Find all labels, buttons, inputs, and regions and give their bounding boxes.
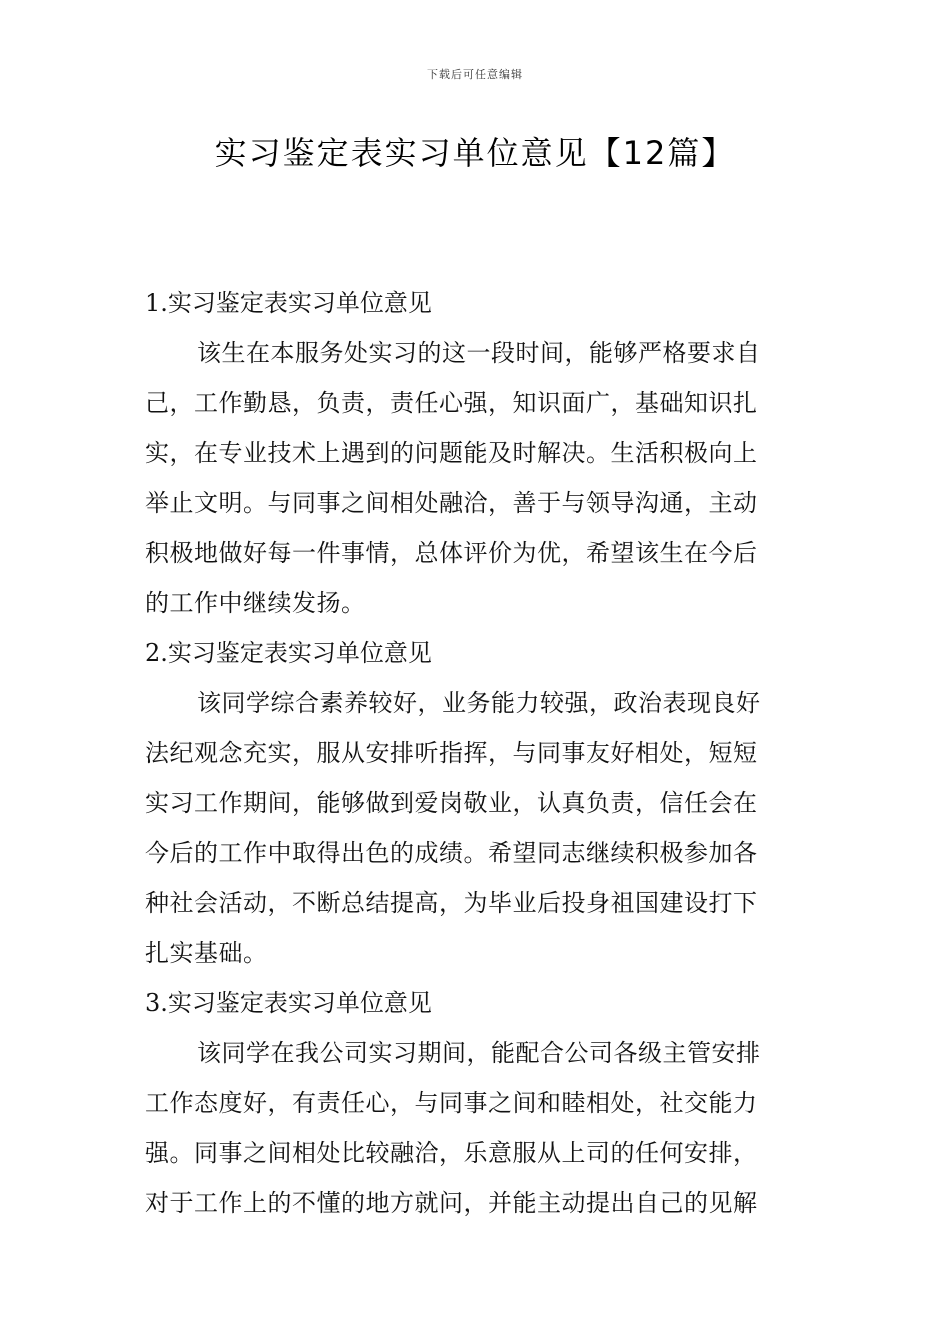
paragraph-line: 该生在本服务处实习的这一段时间，能够严格要求自 <box>197 339 761 367</box>
paragraph-line: 积极地做好每一件事情，总体评价为优，希望该生在今后 <box>145 539 758 567</box>
document-title: 实习鉴定表实习单位意见【12篇】 <box>214 134 736 172</box>
section-paragraph-3 <box>145 1028 807 1228</box>
paragraph-line: 扎实基础。 <box>145 939 268 967</box>
document-body <box>145 278 807 1228</box>
paragraph-line: 法纪观念充实，服从安排听指挥，与同事友好相处，短短 <box>145 739 758 767</box>
paragraph-line: 举止文明。与同事之间相处融洽，善于与领导沟通，主动 <box>145 489 758 517</box>
paragraph-line: 实，在专业技术上遇到的问题能及时解决。生活积极向上 <box>145 439 758 467</box>
section-paragraph-1 <box>145 328 807 628</box>
section-heading-2: 2.实习鉴定表实习单位意见 <box>145 639 432 667</box>
section-heading-3: 3.实习鉴定表实习单位意见 <box>145 989 432 1017</box>
section-paragraph-2 <box>145 678 807 978</box>
paragraph-line: 的工作中继续发扬。 <box>145 589 366 617</box>
paragraph-line: 实习工作期间，能够做到爱岗敬业，认真负责，信任会在 <box>145 789 758 817</box>
paragraph-line: 该同学在我公司实习期间，能配合公司各级主管安排 <box>197 1039 761 1067</box>
paragraph-line: 工作态度好，有责任心，与同事之间和睦相处，社交能力 <box>145 1089 758 1117</box>
paragraph-line: 对于工作上的不懂的地方就问，并能主动提出自己的见解 <box>145 1189 758 1217</box>
header-note: 下载后可任意编辑 <box>427 68 523 81</box>
paragraph-line: 强。同事之间相处比较融洽，乐意服从上司的任何安排， <box>145 1139 758 1167</box>
section-heading-1: 1.实习鉴定表实习单位意见 <box>145 289 432 317</box>
paragraph-line: 己，工作勤恳，负责，责任心强，知识面广，基础知识扎 <box>145 389 758 417</box>
paragraph-line: 该同学综合素养较好，业务能力较强，政治表现良好 <box>197 689 761 717</box>
paragraph-line: 种社会活动，不断总结提高，为毕业后投身祖国建设打下 <box>145 889 758 917</box>
paragraph-line: 今后的工作中取得出色的成绩。希望同志继续积极参加各 <box>145 839 758 867</box>
